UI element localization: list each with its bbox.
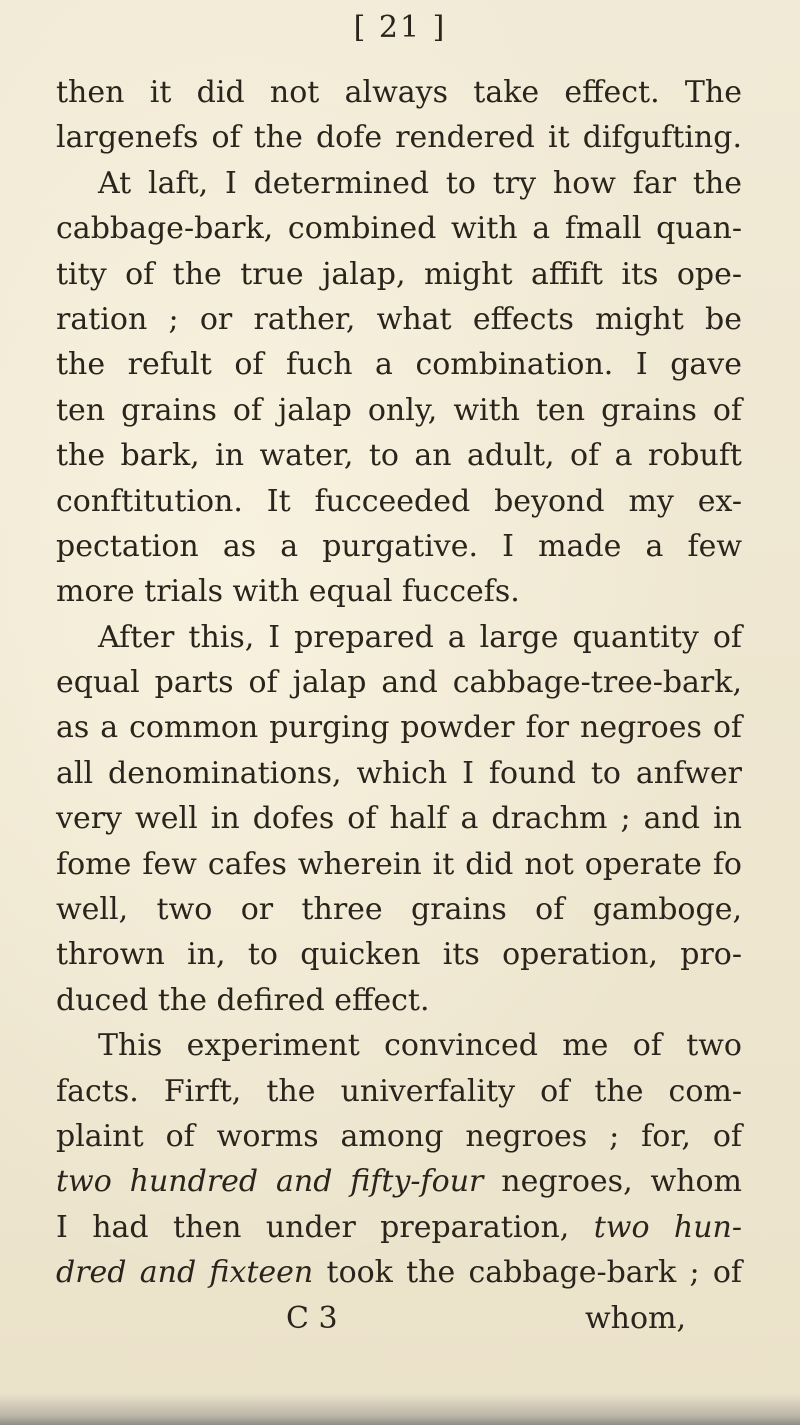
text-line: as a common purging powder for negroes of (56, 710, 742, 746)
catchword: whom, (584, 1300, 686, 1336)
text-line: This experiment convinced me of two (98, 1028, 742, 1064)
text-line: conftitution. It fucceeded beyond my ex- (56, 483, 742, 519)
text-line: cabbage-bark, combined with a fmall quan- (56, 211, 742, 247)
page-footer (56, 1296, 742, 1341)
text-line: ten grains of jalap only, with ten grains of (56, 392, 742, 428)
text-line: pectation as a purgative. I made a few (56, 528, 742, 564)
text-line: duced the defired effect. (56, 982, 430, 1018)
text-line (56, 1159, 742, 1204)
text-run: I had then under preparation, (56, 1209, 594, 1245)
text-line: equal parts of jalap and cabbage-tree-bark, (56, 665, 742, 701)
text-line: all denominations, which I found to anfwer (56, 755, 742, 791)
signature-mark: C 3 (286, 1300, 338, 1336)
text-line: ration ; or rather, what effects might be (56, 301, 742, 337)
italic-phrase: two hun- (593, 1209, 742, 1245)
text-line (56, 1205, 742, 1250)
text-line: At laft, I determined to try how far the (98, 165, 742, 201)
text-line: the refult of fuch a combination. I gave (56, 347, 742, 383)
text-line: largenefs of the dofe rendered it difgufting. (56, 120, 742, 156)
text-run: negroes, whom (483, 1164, 742, 1200)
page-edge-shadow (0, 1393, 800, 1425)
text-line: the bark, in water, to an adult, of a robuft (56, 438, 742, 474)
text-line: After this, I prepared a large quantity of (98, 619, 742, 655)
italic-phrase: two hundred and fifty-four (56, 1164, 484, 1200)
text-line: plaint of worms among negroes ; for, of (56, 1118, 742, 1154)
text-line: tity of the true jalap, might affift its ope- (56, 256, 742, 292)
text-line: very well in dofes of half a drachm ; and in (56, 801, 742, 837)
text-line (56, 1250, 742, 1295)
text-line: then it did not always take effect. The (56, 75, 742, 110)
page-number: [ 21 ] (353, 10, 447, 45)
text-line: thrown in, to quicken its operation, pro- (56, 937, 742, 973)
text-line: more trials with equal fuccefs. (56, 574, 520, 610)
text-line: facts. Firft, the univerfality of the com- (56, 1073, 742, 1109)
italic-phrase: dred and fixteen (56, 1255, 314, 1291)
text-line: fome few cafes wherein it did not operate fo (56, 846, 742, 882)
text-run: took the cabbage-bark ; of (313, 1255, 742, 1291)
text-line: well, two or three grains of gamboge, (56, 892, 742, 928)
body-text (56, 70, 742, 1341)
